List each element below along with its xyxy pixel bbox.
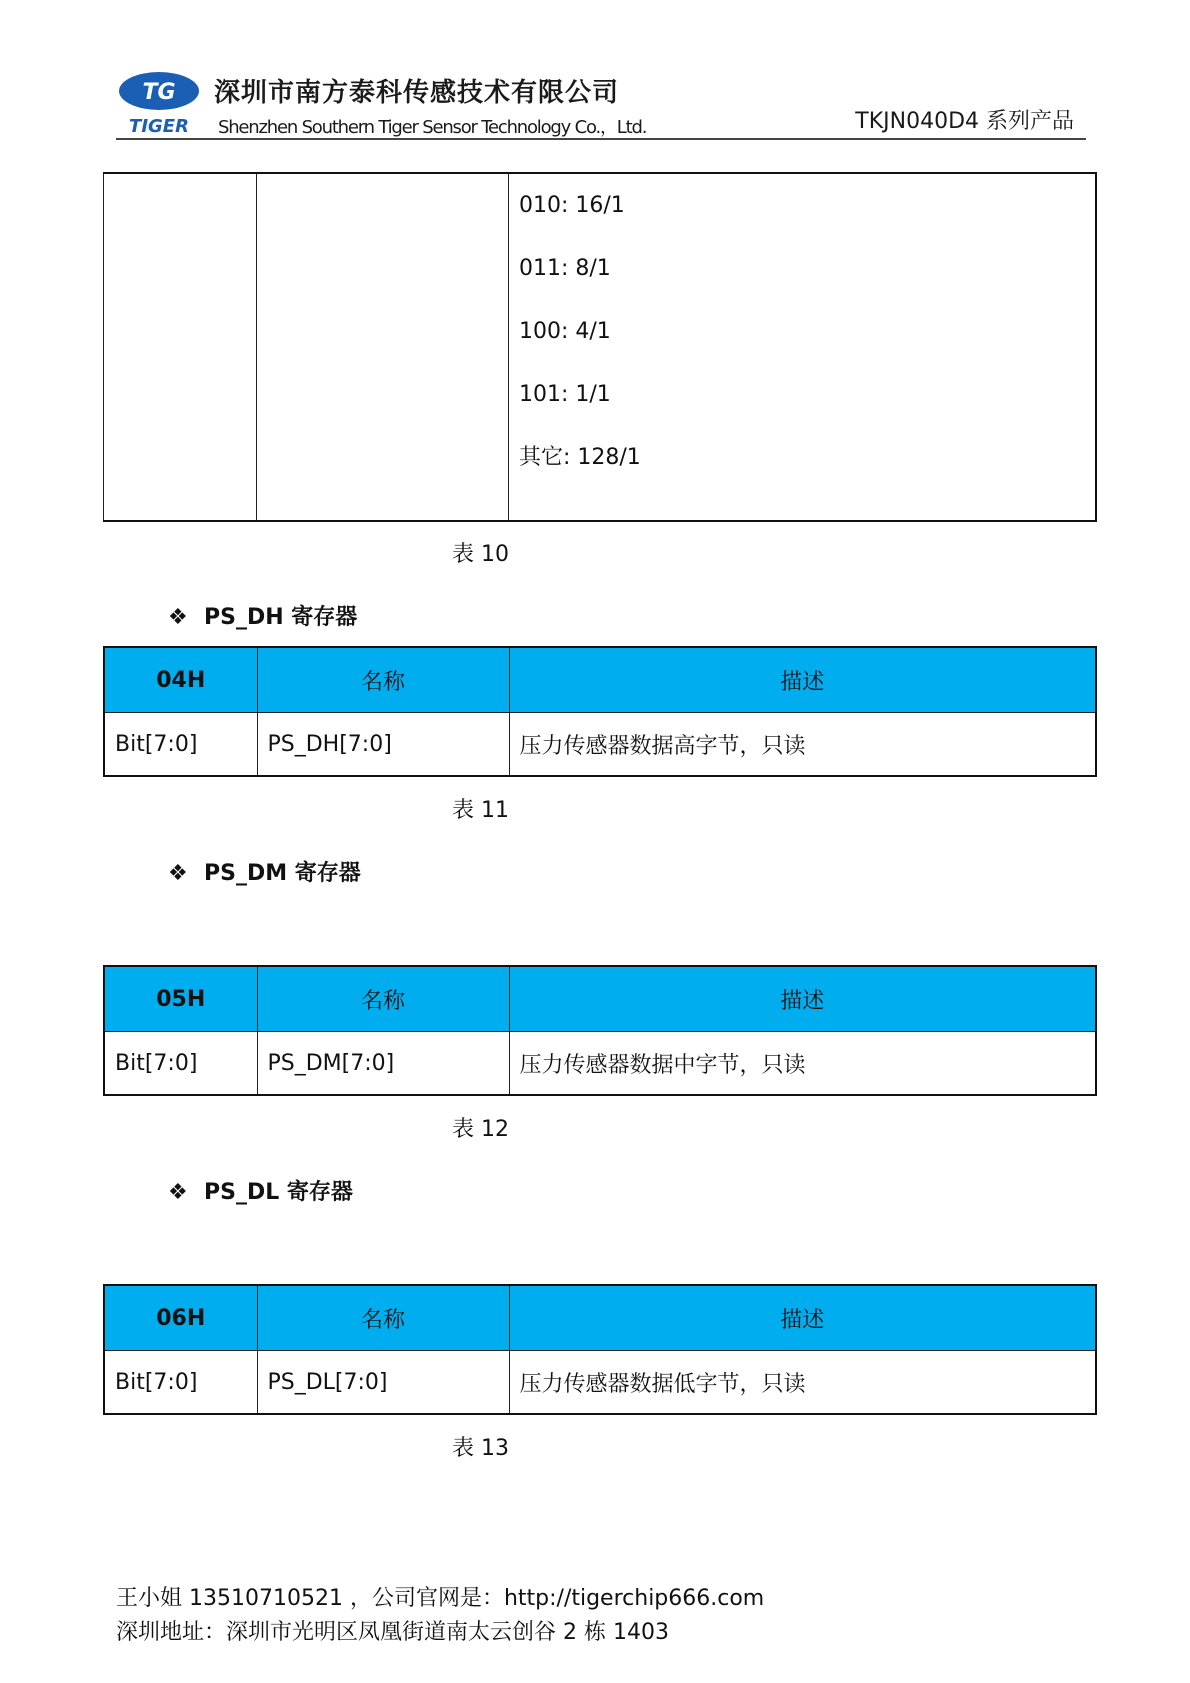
tiger-logo-icon	[116, 70, 202, 138]
option-line: 100: 4/1	[519, 319, 611, 344]
diamond-bullet-icon: ❖	[168, 861, 188, 886]
header-divider	[116, 138, 1086, 140]
logo-text: TIGER	[129, 116, 189, 137]
desc-cell: 压力传感器数据高字节，只读	[509, 713, 1096, 777]
desc-header: 描述	[509, 1285, 1096, 1351]
company-name-cn: 深圳市南方泰科传感技术有限公司	[214, 78, 620, 108]
address-header: 04H	[104, 647, 257, 713]
section-title-text: PS_DM 寄存器	[204, 861, 361, 886]
footer-address: 深圳地址：深圳市光明区凤凰街道南太云创谷 2 栋 1403	[116, 1620, 669, 1645]
table-caption: 表 11	[452, 798, 509, 823]
table-caption: 表 10	[452, 542, 509, 567]
desc-cell: 压力传感器数据中字节，只读	[509, 1032, 1096, 1096]
desc-cell: 压力传感器数据低字节，只读	[509, 1351, 1096, 1415]
section-title	[168, 856, 361, 887]
logo-mark: TG	[142, 80, 176, 105]
section-title	[168, 600, 357, 631]
register-table-ps-dh	[103, 646, 1097, 777]
table-caption: 表 13	[452, 1436, 509, 1461]
name-header: 名称	[257, 966, 509, 1032]
option-line: 011: 8/1	[519, 256, 611, 281]
section-title	[168, 1175, 353, 1206]
option-line: 101: 1/1	[519, 382, 611, 407]
diamond-bullet-icon: ❖	[168, 605, 188, 630]
bit-cell: Bit[7:0]	[104, 1351, 257, 1415]
address-header: 06H	[104, 1285, 257, 1351]
section-title-text: PS_DL 寄存器	[204, 1180, 353, 1205]
footer-contact: 王小姐 13510710521 ，公司官网是：http://tigerchip666.com	[116, 1586, 765, 1611]
name-cell: PS_DM[7:0]	[257, 1032, 509, 1096]
register-table-ps-dm	[103, 965, 1097, 1096]
option-line: 010: 16/1	[519, 193, 625, 218]
name-header: 名称	[257, 647, 509, 713]
options-cell	[509, 173, 1096, 521]
section-title-text: PS_DH 寄存器	[204, 605, 358, 630]
desc-header: 描述	[509, 647, 1096, 713]
bit-cell: Bit[7:0]	[104, 1032, 257, 1096]
option-line: 其它: 128/1	[519, 445, 641, 470]
document-code: TKJN040D4 系列产品	[855, 109, 1074, 134]
page-header	[0, 0, 1190, 145]
empty-cell	[257, 173, 509, 521]
register-table-ps-dl	[103, 1284, 1097, 1415]
company-name-en: Shenzhen Southern Tiger Sensor Technology Co.，Ltd.	[218, 117, 647, 138]
desc-header: 描述	[509, 966, 1096, 1032]
bit-cell: Bit[7:0]	[104, 713, 257, 777]
name-header: 名称	[257, 1285, 509, 1351]
name-cell: PS_DL[7:0]	[257, 1351, 509, 1415]
name-cell: PS_DH[7:0]	[257, 713, 509, 777]
address-header: 05H	[104, 966, 257, 1032]
empty-cell	[104, 173, 257, 521]
continued-register-table	[103, 172, 1097, 522]
diamond-bullet-icon: ❖	[168, 1180, 188, 1205]
table-caption: 表 12	[452, 1117, 509, 1142]
